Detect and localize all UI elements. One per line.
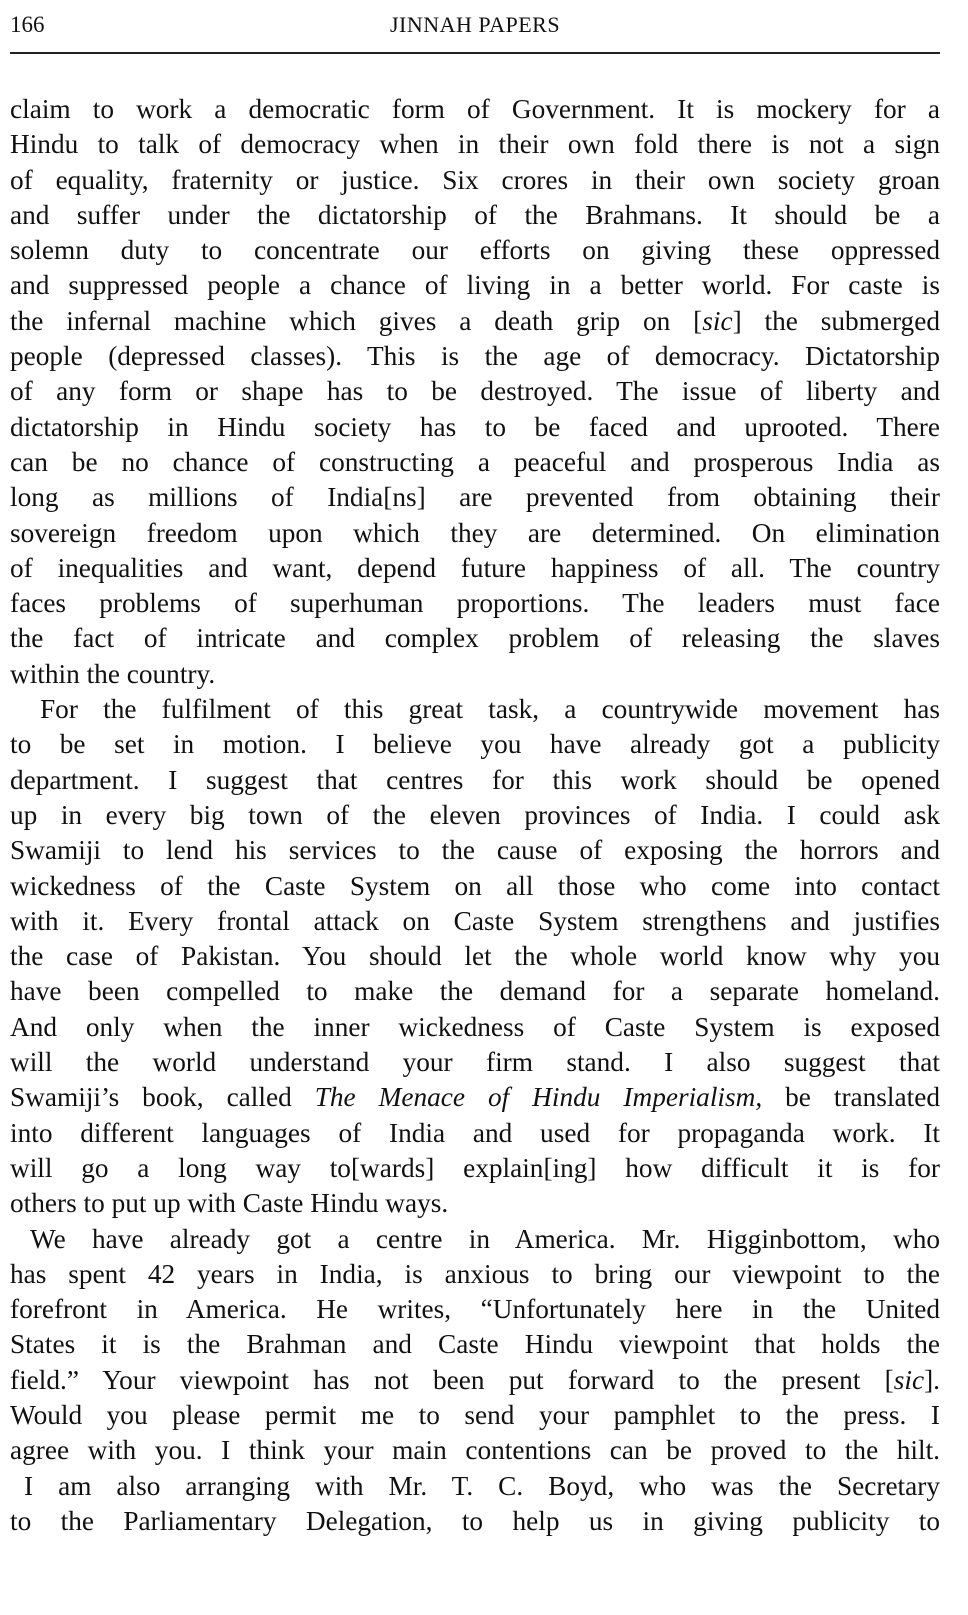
text-line: Hindu to talk of democracy when in their own fold there is not a sign: [10, 129, 940, 160]
body-text: [10, 92, 940, 1539]
text-line: We have already got a centre in America. Mr. Higginbottom, who: [30, 1223, 940, 1254]
text-line: sovereign freedom upon which they are determined. On elimination: [10, 517, 940, 548]
text-line: has spent 42 years in India, is anxious to bring our viewpoint to the: [10, 1258, 940, 1289]
text-line: faces problems of superhuman proportions. The leaders must face: [10, 588, 940, 619]
text-line: Swamiji’s book, called The Menace of Hindu Imperialism, be translated: [10, 1082, 940, 1113]
text-line: solemn duty to concentrate our efforts on giving these oppressed: [10, 235, 940, 266]
text-line: wickedness of the Caste System on all those who come into contact: [10, 870, 940, 901]
text-line: within the country.: [10, 658, 216, 689]
text-line: of inequalities and want, depend future happiness of all. The country: [10, 552, 940, 583]
text-line: will the world understand your firm stand. I also suggest that: [10, 1047, 940, 1078]
text-line: with it. Every frontal attack on Caste System strengthens and justifies: [10, 905, 940, 936]
text-line: Swamiji to lend his services to the cause of exposing the horrors and: [10, 835, 940, 866]
header-rule: [10, 52, 940, 54]
text-line: the fact of intricate and complex problem of releasing the slaves: [10, 623, 940, 654]
text-line: others to put up with Caste Hindu ways.: [10, 1188, 449, 1219]
text-line: people (depressed classes). This is the age of democracy. Dictatorship: [10, 341, 940, 372]
text-line: I am also arranging with Mr. T. C. Boyd, who was the Secretary: [24, 1470, 940, 1501]
text-line: up in every big town of the eleven provinces of India. I could ask: [10, 799, 940, 830]
text-line: of any form or shape has to be destroyed. The issue of liberty and: [10, 376, 940, 407]
text-line: forefront in America. He writes, “Unfortunately here in the United: [10, 1294, 940, 1325]
page-number: 166: [10, 12, 45, 37]
page-header: [10, 12, 940, 46]
text-line: to the Parliamentary Delegation, to help us in giving publicity to: [10, 1505, 940, 1536]
running-head: JINNAH PAPERS: [389, 12, 561, 37]
text-line: will go a long way to[wards] explain[ing] how difficult it is for: [10, 1152, 940, 1183]
text-line: dictatorship in Hindu society has to be faced and uprooted. There: [10, 411, 940, 442]
text-line: and suppressed people a chance of living in a better world. For caste is: [10, 270, 940, 301]
paragraph-1: [10, 92, 940, 692]
text-line: agree with you. I think your main contentions can be proved to the hilt.: [10, 1435, 940, 1466]
text-line: to be set in motion. I believe you have already got a publicity: [10, 729, 940, 760]
text-line: and suffer under the dictatorship of the Brahmans. It should be a: [10, 199, 940, 230]
paragraph-3: [10, 1222, 940, 1469]
text-line: the infernal machine which gives a death grip on [sic] the submerged: [10, 305, 940, 336]
text-line: have been compelled to make the demand for a separate homeland.: [10, 976, 940, 1007]
text-line: claim to work a democratic form of Government. It is mockery for a: [10, 94, 940, 124]
text-line: Would you please permit me to send your pamphlet to the press. I: [10, 1399, 940, 1430]
text-line: of equality, fraternity or justice. Six crores in their own society groan: [10, 164, 940, 195]
paragraph-2: [10, 692, 940, 1221]
paragraph-4: [10, 1469, 940, 1540]
text-line: long as millions of India[ns] are prevented from obtaining their: [10, 482, 940, 513]
text-line: States it is the Brahman and Caste Hindu viewpoint that holds the: [10, 1329, 940, 1360]
text-line: can be no chance of constructing a peaceful and prosperous India as: [10, 446, 940, 477]
text-line: into different languages of India and used for propaganda work. It: [10, 1117, 940, 1148]
text-line: field.” Your viewpoint has not been put forward to the present [sic].: [10, 1364, 940, 1395]
text-line: And only when the inner wickedness of Caste System is exposed: [10, 1011, 940, 1042]
text-line: For the fulfilment of this great task, a countrywide movement has: [40, 694, 940, 725]
text-line: the case of Pakistan. You should let the whole world know why you: [10, 941, 940, 972]
text-line: department. I suggest that centres for this work should be opened: [10, 764, 940, 795]
